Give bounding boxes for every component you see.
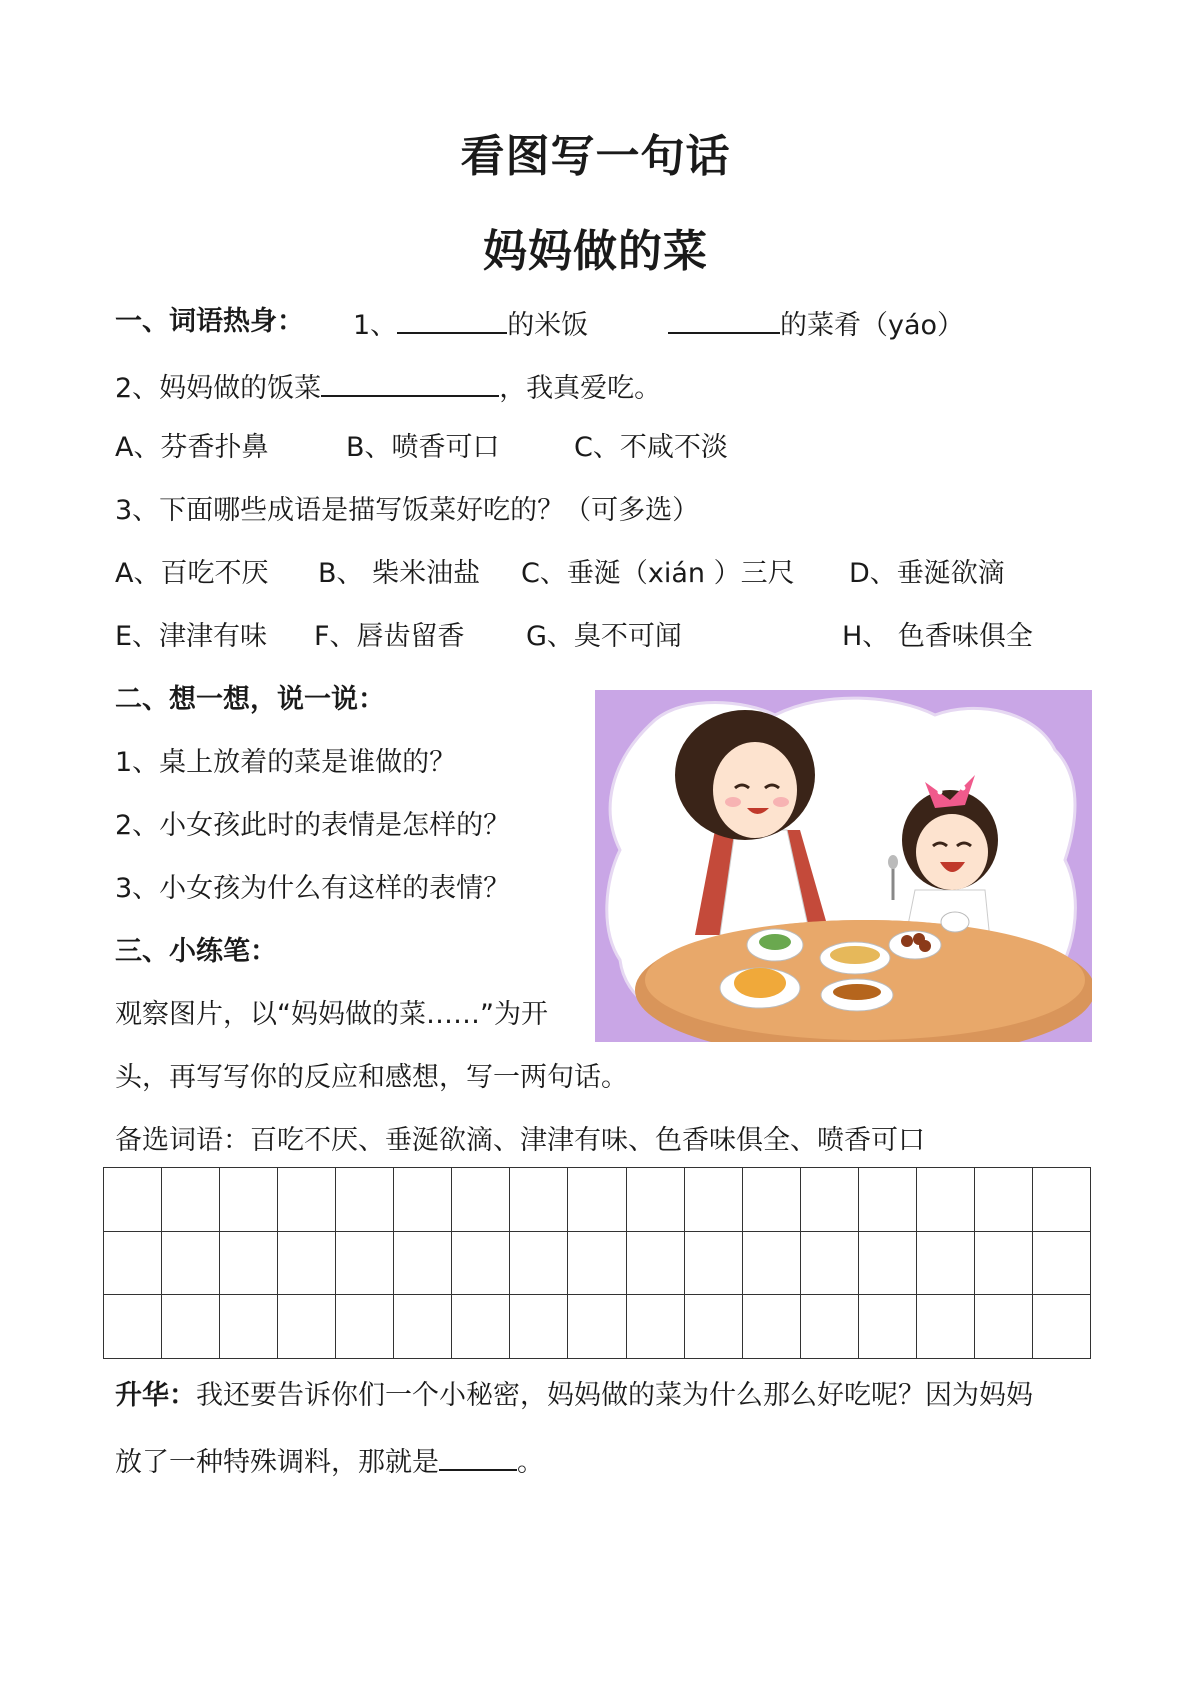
grid-cell[interactable] — [278, 1295, 336, 1359]
grid-cell[interactable] — [336, 1168, 394, 1232]
grid-cell[interactable] — [336, 1295, 394, 1359]
q1-line-b — [668, 306, 964, 342]
section2-heading: 二、想一想，说一说： — [115, 684, 385, 715]
grid-cell[interactable] — [743, 1295, 801, 1359]
writing-grid[interactable] — [103, 1167, 1091, 1359]
q1-line — [353, 306, 588, 342]
grid-cell[interactable] — [220, 1295, 278, 1359]
q2-end: ，我真爱吃。 — [499, 373, 662, 404]
extension-line-1 — [115, 1380, 1033, 1412]
grid-cell[interactable] — [278, 1168, 336, 1232]
grid-cell[interactable] — [743, 1232, 801, 1296]
grid-cell[interactable] — [859, 1295, 917, 1359]
grid-cell[interactable] — [1033, 1168, 1091, 1232]
grid-cell[interactable] — [859, 1232, 917, 1296]
q2-option-c: C、不咸不淡 — [574, 432, 728, 463]
section2-question-2: 2、小女孩此时的表情是怎样的？ — [115, 810, 511, 841]
grid-cell[interactable] — [568, 1295, 626, 1359]
q2-option-a: A、芬香扑鼻 — [115, 432, 269, 463]
grid-cell[interactable] — [162, 1295, 220, 1359]
q3-option-h: H、 色香味俱全 — [842, 621, 1033, 652]
page-title: 看图写一句话 — [460, 131, 731, 182]
grid-cell[interactable] — [627, 1168, 685, 1232]
grid-cell[interactable] — [162, 1232, 220, 1296]
section2-question-1: 1、桌上放着的菜是谁做的？ — [115, 747, 457, 778]
grid-cell[interactable] — [452, 1232, 510, 1296]
extension-end: 。 — [517, 1447, 544, 1478]
q3-option-d: D、垂涎欲滴 — [849, 558, 1005, 589]
q2-blank[interactable] — [321, 369, 499, 397]
word-bank: 备选词语：百吃不厌、垂涎欲滴、津津有味、色香味俱全、喷香可口 — [115, 1125, 925, 1156]
grid-cell[interactable] — [801, 1168, 859, 1232]
page-subtitle: 妈妈做的菜 — [483, 226, 708, 277]
grid-cell[interactable] — [104, 1232, 162, 1296]
grid-cell[interactable] — [917, 1232, 975, 1296]
q3-text: 3、下面哪些成语是描写饭菜好吃的？（可多选） — [115, 495, 700, 526]
q1-number: 1、 — [353, 310, 398, 341]
grid-cell[interactable] — [104, 1168, 162, 1232]
section3-instruction-2: 头，再写写你的反应和感想，写一两句话。 — [115, 1062, 628, 1093]
grid-cell[interactable] — [510, 1232, 568, 1296]
grid-cell[interactable] — [220, 1168, 278, 1232]
grid-cell[interactable] — [685, 1295, 743, 1359]
grid-cell[interactable] — [278, 1232, 336, 1296]
grid-cell[interactable] — [975, 1232, 1033, 1296]
q1-blank-a[interactable] — [397, 306, 507, 334]
grid-cell[interactable] — [510, 1295, 568, 1359]
grid-cell[interactable] — [394, 1295, 452, 1359]
grid-cell[interactable] — [917, 1168, 975, 1232]
grid-cell[interactable] — [801, 1232, 859, 1296]
grid-cell[interactable] — [394, 1168, 452, 1232]
section3-instruction-1: 观察图片，以“妈妈做的菜……”为开 — [115, 999, 548, 1030]
extension-text-2: 放了一种特殊调料，那就是 — [115, 1447, 439, 1478]
section3-heading: 三、小练笔： — [115, 936, 277, 967]
extension-label: 升华： — [115, 1380, 196, 1411]
grid-cell[interactable] — [394, 1232, 452, 1296]
q3-option-b: B、 柴米油盐 — [318, 558, 481, 589]
grid-cell[interactable] — [859, 1168, 917, 1232]
rice-bowl — [941, 912, 969, 932]
q3-option-e: E、津津有味 — [115, 621, 268, 652]
section1-heading-text: 一、词语热身： — [115, 306, 304, 337]
q3-option-a: A、百吃不厌 — [115, 558, 269, 589]
grid-cell[interactable] — [336, 1232, 394, 1296]
grid-cell[interactable] — [743, 1168, 801, 1232]
grid-cell[interactable] — [162, 1168, 220, 1232]
q2-option-b: B、喷香可口 — [346, 432, 500, 463]
q3-option-c: C、垂涎（xián ）三尺 — [521, 558, 795, 589]
grid-cell[interactable] — [685, 1168, 743, 1232]
q1-text-a: 的米饭 — [507, 310, 589, 341]
grid-cell[interactable] — [104, 1295, 162, 1359]
grid-cell[interactable] — [975, 1295, 1033, 1359]
grid-cell[interactable] — [568, 1232, 626, 1296]
extension-line-2 — [115, 1443, 544, 1479]
extension-text-1: 我还要告诉你们一个小秘密，妈妈做的菜为什么那么好吃呢？因为妈妈 — [196, 1380, 1033, 1411]
grid-cell[interactable] — [975, 1168, 1033, 1232]
q2-line — [115, 369, 661, 405]
grid-cell[interactable] — [568, 1168, 626, 1232]
q1-text-b: 的菜肴（yáo） — [780, 310, 965, 341]
grid-cell[interactable] — [627, 1232, 685, 1296]
grid-cell[interactable] — [1033, 1232, 1091, 1296]
grid-cell[interactable] — [220, 1232, 278, 1296]
section1-heading — [115, 306, 304, 338]
q3-option-g: G、臭不可闻 — [526, 621, 682, 652]
grid-cell[interactable] — [627, 1295, 685, 1359]
q1-blank-b[interactable] — [668, 306, 780, 334]
section2-question-3: 3、小女孩为什么有这样的表情？ — [115, 873, 511, 904]
grid-cell[interactable] — [1033, 1295, 1091, 1359]
q2-text: 2、妈妈做的饭菜 — [115, 373, 322, 404]
grid-cell[interactable] — [452, 1295, 510, 1359]
grid-cell[interactable] — [510, 1168, 568, 1232]
grid-cell[interactable] — [917, 1295, 975, 1359]
grid-cell[interactable] — [452, 1168, 510, 1232]
extension-blank[interactable] — [439, 1443, 517, 1471]
illustration-mom-and-girl — [595, 690, 1092, 1042]
grid-cell[interactable] — [801, 1295, 859, 1359]
q3-option-f: F、唇齿留香 — [314, 621, 465, 652]
grid-cell[interactable] — [685, 1232, 743, 1296]
